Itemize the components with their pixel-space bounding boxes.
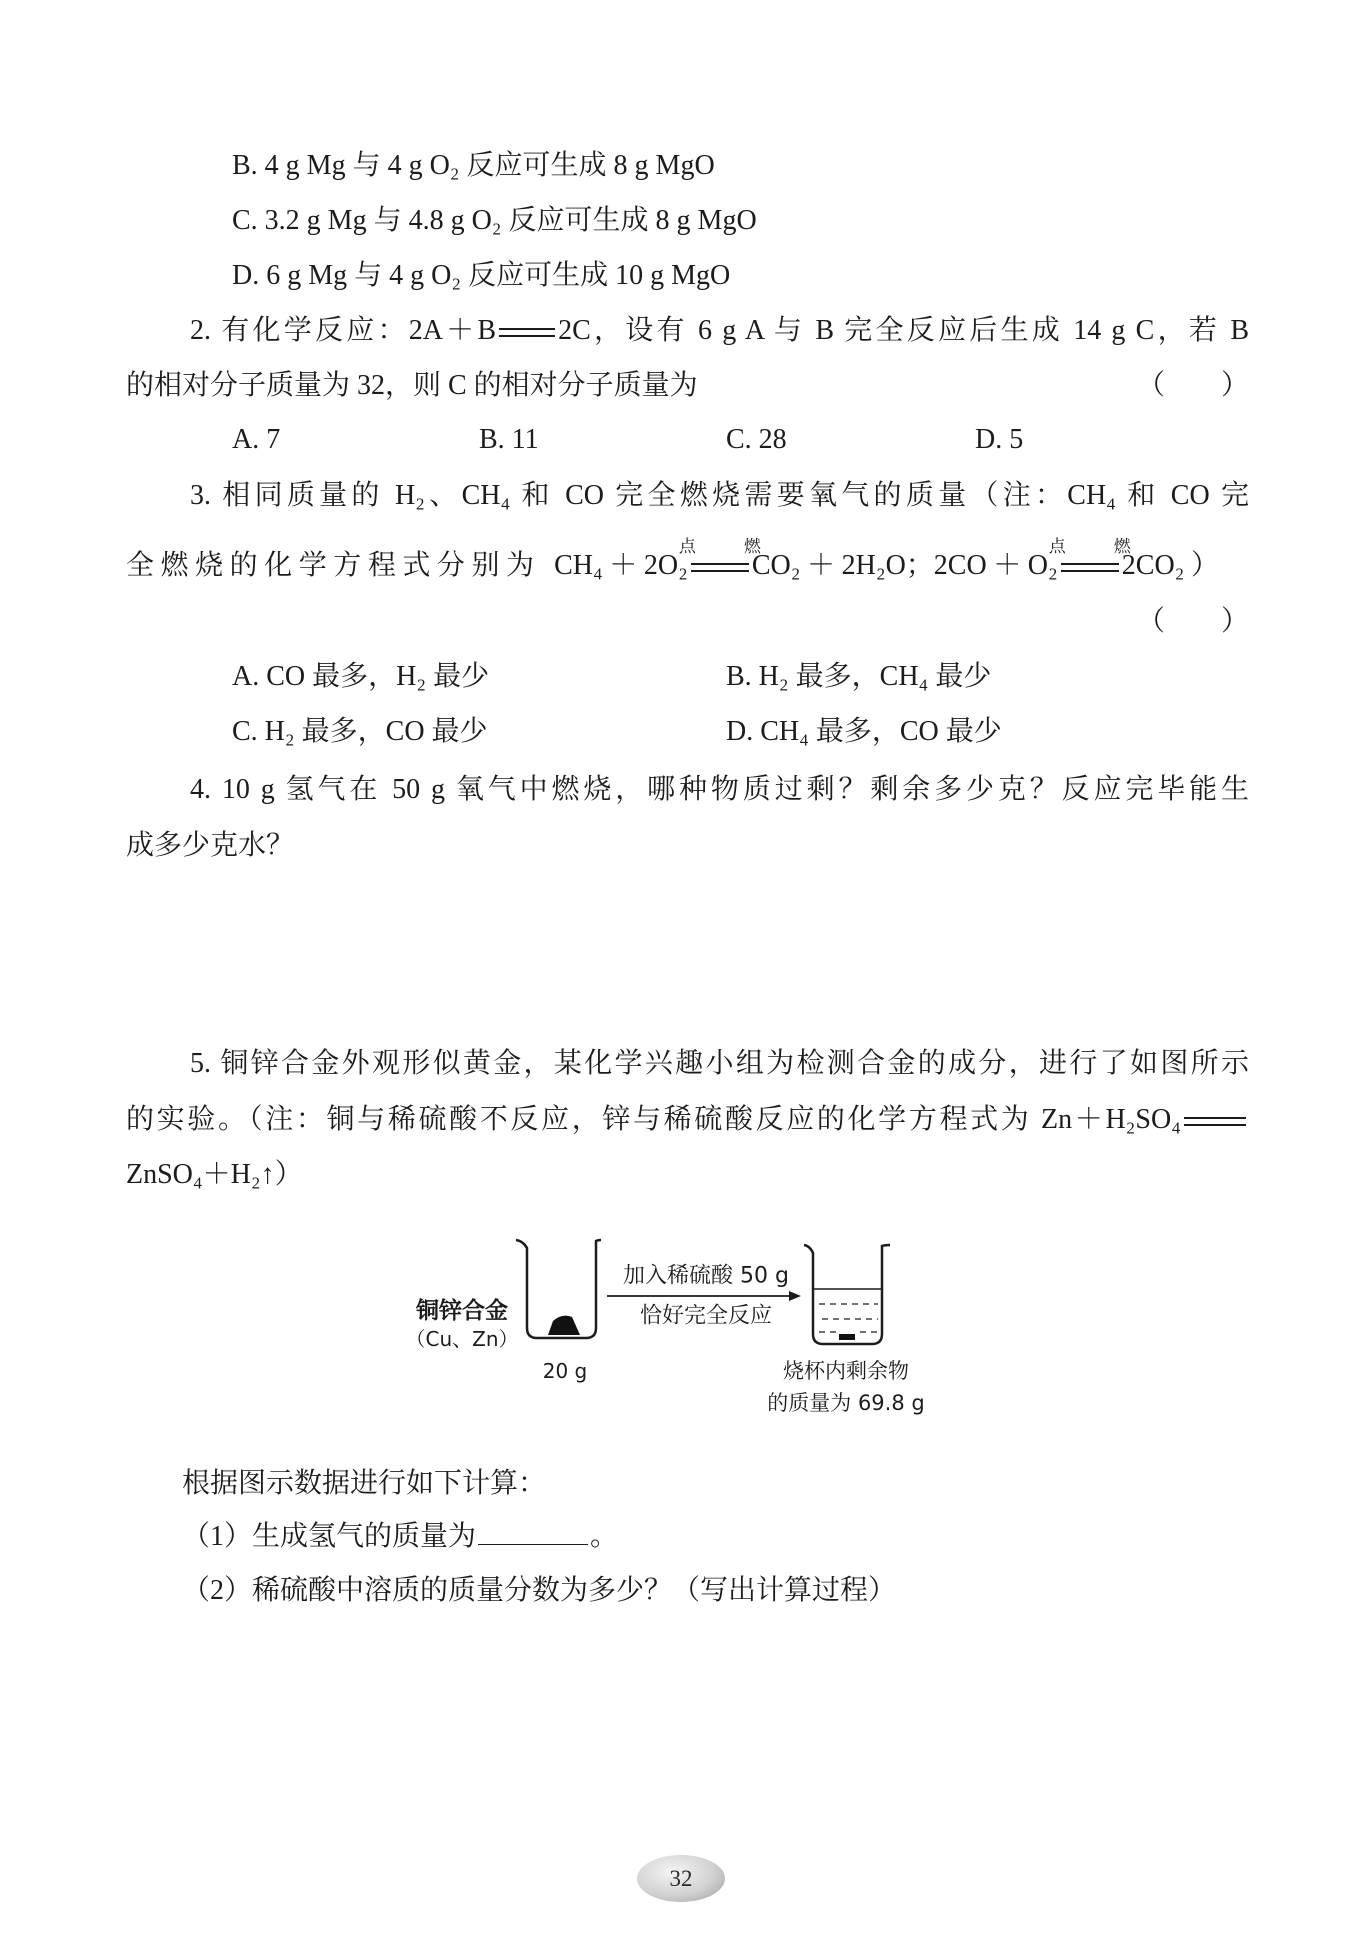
page-number: 32 xyxy=(669,1865,693,1891)
q3-answer-bracket: （ ） xyxy=(1136,606,1249,637)
q5-stem-line-3: ZnSO₄＋H₂↑） xyxy=(126,1159,303,1190)
q5-sub-question-1-text: （1）生成氢气的质量为 xyxy=(182,1521,477,1552)
reaction-condition-label: 点燃 xyxy=(1048,537,1131,557)
q5-stem-line-1: 5. 铜锌合金外观形似黄金，某化学兴趣小组为检测合金的成分，进行了如图所示 xyxy=(190,1048,1249,1079)
q3-stem-part-4: 2CO₂） xyxy=(1121,550,1219,581)
q3-option-b: B. H₂ 最多，CH₄ 最少 xyxy=(726,661,992,692)
alloy-sample-icon xyxy=(548,1316,580,1335)
q5-stem-line-2 xyxy=(126,1102,1249,1138)
alloy-mass-label: 20 g xyxy=(542,1359,588,1383)
q2-option-a: A. 7 xyxy=(232,424,281,455)
q2-option-d: D. 5 xyxy=(975,424,1024,455)
q5-instruction: 根据图示数据进行如下计算： xyxy=(182,1468,547,1499)
q2-answer-bracket: （ ） xyxy=(1136,370,1249,401)
q5-stem-part-2: 的实验。（注：铜与稀硫酸不反应，锌与稀硫酸反应的化学方程式为 Zn＋H₂SO₄ xyxy=(126,1104,1181,1135)
q2-stem-part-1: 2. 有化学反应：2A＋B xyxy=(190,315,497,346)
answer-blank xyxy=(478,1518,588,1545)
q5-sub-question-1-end: 。 xyxy=(590,1521,619,1552)
alloy-name-label: 铜锌合金 xyxy=(416,1298,508,1324)
q3-stem-part-3: CO₂＋2H₂O；2CO＋O₂ xyxy=(751,550,1058,581)
reaction-condition-label: 点燃 xyxy=(678,537,761,557)
residue-label-line-1: 烧杯内剩余物 xyxy=(783,1359,909,1383)
q2-stem-line-2: 的相对分子质量为 32，则 C 的相对分子质量为 xyxy=(126,370,698,401)
q3-stem-line-1: 3. 相同质量的 H₂、CH₄ 和 CO 完全燃烧需要氧气的质量（注：CH₄ 和 CO 完 xyxy=(190,480,1249,511)
arrow-head-icon xyxy=(789,1291,801,1301)
q5-sub-question-1 xyxy=(182,1518,618,1555)
q2-option-b: B. 11 xyxy=(479,424,539,455)
q1-option-c: C. 3.2 g Mg 与 4.8 g O₂ 反应可生成 8 g MgO xyxy=(232,205,757,236)
q1-option-b: B. 4 g Mg 与 4 g O₂ 反应可生成 8 g MgO xyxy=(232,150,715,181)
alloy-components-label: （Cu、Zn） xyxy=(405,1327,519,1351)
page-number-badge xyxy=(637,1855,725,1902)
beaker-right-icon xyxy=(804,1245,890,1344)
q2-stem-line-1 xyxy=(190,313,1249,349)
reaction-condition-sign xyxy=(678,537,761,572)
q3-stem-part-2: 全燃烧的化学方程式分别为 CH₄＋2O₂ xyxy=(126,550,688,581)
q3-option-a: A. CO 最多，H₂ 最少 xyxy=(232,661,490,692)
reaction-equals-sign xyxy=(1184,1117,1246,1126)
reaction-equals-sign xyxy=(499,328,555,337)
residue-sample-icon xyxy=(839,1334,855,1340)
arrow-bottom-label: 恰好完全反应 xyxy=(639,1303,773,1329)
q2-option-c: C. 28 xyxy=(726,424,787,455)
q2-stem-part-2: 2C，设有 6 g A 与 B 完全反应后生成 14 g C，若 B xyxy=(558,315,1249,346)
reaction-condition-sign xyxy=(1048,537,1131,572)
q1-option-d: D. 6 g Mg 与 4 g O₂ 反应可生成 10 g MgO xyxy=(232,260,731,291)
residue-label-line-2: 的质量为 69.8 g xyxy=(767,1391,925,1415)
q3-option-c: C. H₂ 最多，CO 最少 xyxy=(232,716,488,747)
q5-sub-question-2: （2）稀硫酸中溶质的质量分数为多少？（写出计算过程） xyxy=(182,1575,897,1606)
q3-option-d: D. CH₄ 最多，CO 最少 xyxy=(726,716,1002,747)
q4-stem-line-2: 成多少克水？ xyxy=(126,830,295,861)
q3-stem-line-2 xyxy=(126,537,1219,584)
experiment-figure xyxy=(400,1225,960,1425)
arrow-top-label: 加入稀硫酸 50 g xyxy=(623,1263,789,1289)
q4-stem-line-1: 4. 10 g 氢气在 50 g 氧气中燃烧，哪种物质过剩？剩余多少克？反应完毕能生 xyxy=(190,774,1249,805)
